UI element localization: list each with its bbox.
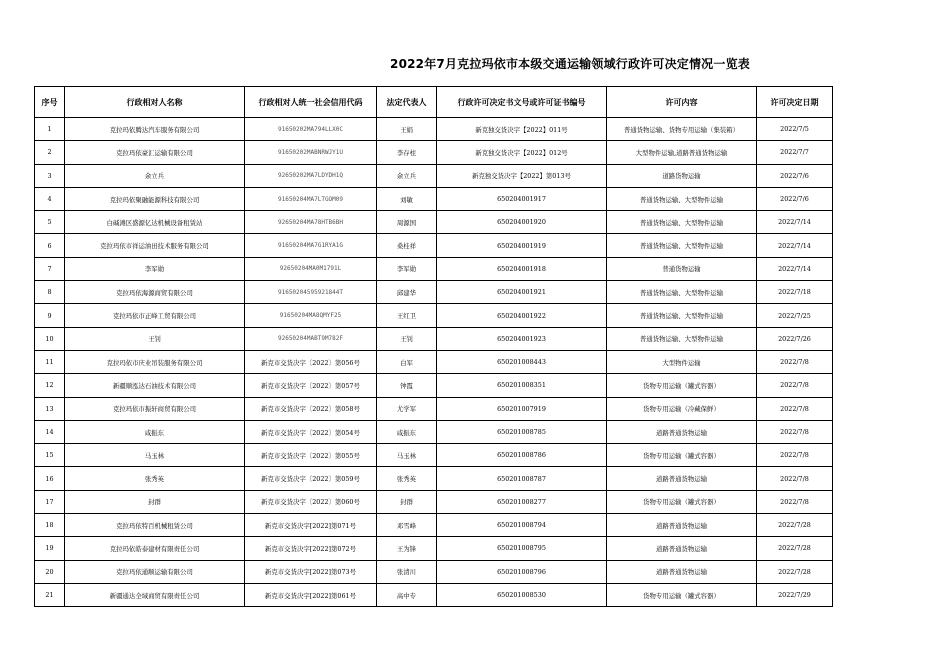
table-row <box>35 490 833 513</box>
permit-number-cell: 650204001921 <box>437 281 607 304</box>
decision-date-cell: 2022/7/5 <box>757 118 833 141</box>
credit-code-cell: 新克市交货决字〔2022〕第059号 <box>245 467 377 490</box>
table-row <box>35 304 833 327</box>
decision-date-cell: 2022/7/8 <box>757 444 833 467</box>
legal-rep-cell: 张清川 <box>377 560 437 583</box>
permit-content-cell: 普通货物运输、大型物件运输 <box>607 327 757 350</box>
permit-content-cell: 大型物件运输 <box>607 350 757 373</box>
permit-content-cell: 普通货物运输 <box>607 257 757 280</box>
permit-content-cell: 普通货物运输、大型物件运输 <box>607 304 757 327</box>
table-row <box>35 281 833 304</box>
decision-date-cell: 2022/7/26 <box>757 327 833 350</box>
index-cell: 12 <box>35 374 65 397</box>
credit-code-cell: 91650204MA8QMYF25 <box>245 304 377 327</box>
permit-number-cell: 650201008787 <box>437 467 607 490</box>
table-body <box>35 118 833 607</box>
index-cell: 21 <box>35 583 65 606</box>
party-name-cell: 克拉玛依通顺运输有限公司 <box>65 560 245 583</box>
party-name-cell: 克拉玛依市庆业吊装服务有限公司 <box>65 350 245 373</box>
permit-content-cell: 道路普通货物运输 <box>607 420 757 443</box>
permit-number-cell: 650201007919 <box>437 397 607 420</box>
party-name-cell: 克拉玛依海源商贸有限公司 <box>65 281 245 304</box>
party-name-cell: 克拉玛依聚融能源科技有限公司 <box>65 187 245 210</box>
table-row <box>35 350 833 373</box>
decision-date-cell: 2022/7/8 <box>757 350 833 373</box>
credit-code-cell: 91650204595921844T <box>245 281 377 304</box>
index-cell: 1 <box>35 118 65 141</box>
credit-code-cell: 新克市交货决字〔2022〕第054号 <box>245 420 377 443</box>
table-row <box>35 397 833 420</box>
permit-content-cell: 普通货物运输、货物专用运输（集装箱） <box>607 118 757 141</box>
decision-date-cell: 2022/7/14 <box>757 234 833 257</box>
legal-rep-cell: 李军勋 <box>377 257 437 280</box>
index-cell: 19 <box>35 537 65 560</box>
legal-rep-cell: 李存柱 <box>377 141 437 164</box>
party-name-cell: 封群 <box>65 490 245 513</box>
index-cell: 15 <box>35 444 65 467</box>
permit-number-cell: 新克独交货决字【2022】011号 <box>437 118 607 141</box>
permit-number-cell: 650201008794 <box>437 514 607 537</box>
table-row <box>35 118 833 141</box>
table-row <box>35 420 833 443</box>
index-cell: 11 <box>35 350 65 373</box>
decision-date-cell: 2022/7/14 <box>757 257 833 280</box>
permit-number-cell: 新克独交货决字【2022】012号 <box>437 141 607 164</box>
legal-rep-cell: 周源国 <box>377 211 437 234</box>
legal-rep-cell: 马玉林 <box>377 444 437 467</box>
index-cell: 17 <box>35 490 65 513</box>
party-name-cell: 克拉玛依特百机械租赁公司 <box>65 514 245 537</box>
permit-content-cell: 普通货物运输、大型物件运输 <box>607 187 757 210</box>
decision-date-cell: 2022/7/8 <box>757 397 833 420</box>
permit-content-cell: 道路普通货物运输 <box>607 537 757 560</box>
header-row <box>35 87 833 118</box>
index-cell: 13 <box>35 397 65 420</box>
table-row <box>35 164 833 187</box>
index-cell: 10 <box>35 327 65 350</box>
permit-number-cell: 650201008530 <box>437 583 607 606</box>
table-row <box>35 234 833 257</box>
index-cell: 6 <box>35 234 65 257</box>
credit-code-cell: 91650204MA7LTGOM09 <box>245 187 377 210</box>
page-title: 2022年7月克拉玛依市本级交通运输领域行政许可决定情况一览表 <box>390 57 750 71</box>
index-cell: 2 <box>35 141 65 164</box>
credit-code-cell: 92650204MA78HTB6BH <box>245 211 377 234</box>
legal-rep-cell: 咸振东 <box>377 420 437 443</box>
decision-date-cell: 2022/7/6 <box>757 187 833 210</box>
party-name-cell: 张秀英 <box>65 467 245 490</box>
decision-date-cell: 2022/7/8 <box>757 490 833 513</box>
legal-rep-cell: 钟霞 <box>377 374 437 397</box>
index-cell: 8 <box>35 281 65 304</box>
legal-rep-cell: 桑桂祥 <box>377 234 437 257</box>
credit-code-cell: 新克市交货决字[2022]第072号 <box>245 537 377 560</box>
table-row <box>35 211 833 234</box>
table-row <box>35 257 833 280</box>
permit-number-cell: 650201008785 <box>437 420 607 443</box>
index-cell: 16 <box>35 467 65 490</box>
party-name-cell: 克拉玛依皓泰建材有限责任公司 <box>65 537 245 560</box>
decision-date-cell: 2022/7/18 <box>757 281 833 304</box>
credit-code-cell: 91650202MABNRWJY1U <box>245 141 377 164</box>
legal-rep-cell: 刘敏 <box>377 187 437 210</box>
permit-content-cell: 普通货物运输、大型物件运输 <box>607 234 757 257</box>
index-cell: 3 <box>35 164 65 187</box>
table-row <box>35 141 833 164</box>
decision-date-cell: 2022/7/25 <box>757 304 833 327</box>
decision-date-cell: 2022/7/29 <box>757 583 833 606</box>
permit-number-cell: 650201008277 <box>437 490 607 513</box>
permit-content-cell: 道路普通货物运输 <box>607 514 757 537</box>
table-row <box>35 327 833 350</box>
legal-rep-cell: 王红卫 <box>377 304 437 327</box>
index-cell: 4 <box>35 187 65 210</box>
legal-rep-cell: 王娟 <box>377 118 437 141</box>
decision-date-cell: 2022/7/28 <box>757 514 833 537</box>
table-row <box>35 467 833 490</box>
credit-code-cell: 新克市交货决字〔2022〕第060号 <box>245 490 377 513</box>
party-name-cell: 克拉玛依市祥运油田技术服务有限公司 <box>65 234 245 257</box>
table-row <box>35 583 833 606</box>
table-row <box>35 374 833 397</box>
legal-rep-cell: 王钊 <box>377 327 437 350</box>
party-name-cell: 克拉玛依腾达汽车服务有限公司 <box>65 118 245 141</box>
column-header-decision-date: 许可决定日期 <box>757 87 833 118</box>
permit-number-cell: 650204001923 <box>437 327 607 350</box>
permit-number-cell: 新克独交货决字【2022】第013号 <box>437 164 607 187</box>
permit-number-cell: 650204001919 <box>437 234 607 257</box>
column-header-permit-number: 行政许可决定书文号或许可证书编号 <box>437 87 607 118</box>
permit-number-cell: 650201008795 <box>437 537 607 560</box>
decision-date-cell: 2022/7/8 <box>757 467 833 490</box>
party-name-cell: 克拉玛依市振轩商贸有限公司 <box>65 397 245 420</box>
permit-content-cell: 货物专用运输（罐式容器） <box>607 583 757 606</box>
credit-code-cell: 新克市交货决字〔2022〕第057号 <box>245 374 377 397</box>
index-cell: 18 <box>35 514 65 537</box>
party-name-cell: 马玉林 <box>65 444 245 467</box>
permit-content-cell: 货物专用运输（罐式容器） <box>607 490 757 513</box>
party-name-cell: 王钊 <box>65 327 245 350</box>
index-cell: 20 <box>35 560 65 583</box>
legal-rep-cell: 邓雪峰 <box>377 514 437 537</box>
credit-code-cell: 91650204MA7G1RYA1G <box>245 234 377 257</box>
credit-code-cell: 新克市交货决字〔2022〕第055号 <box>245 444 377 467</box>
decision-date-cell: 2022/7/28 <box>757 537 833 560</box>
credit-code-cell: 92650204MA0M1791L <box>245 257 377 280</box>
table-row <box>35 560 833 583</box>
table-row <box>35 187 833 210</box>
permit-number-cell: 650201008786 <box>437 444 607 467</box>
credit-code-cell: 新克市交货决字〔2022〕第056号 <box>245 350 377 373</box>
permit-number-cell: 650201008796 <box>437 560 607 583</box>
party-name-cell: 新疆通达全域商贸有限责任公司 <box>65 583 245 606</box>
party-name-cell: 余立兵 <box>65 164 245 187</box>
column-header-party-name: 行政相对人名称 <box>65 87 245 118</box>
permit-number-cell: 650204001922 <box>437 304 607 327</box>
party-name-cell: 克拉玛依豪汇运输有限公司 <box>65 141 245 164</box>
column-header-index: 序号 <box>35 87 65 118</box>
index-cell: 14 <box>35 420 65 443</box>
legal-rep-cell: 余立兵 <box>377 164 437 187</box>
party-name-cell: 新疆顺泓达石油技术有限公司 <box>65 374 245 397</box>
column-header-credit-code: 行政相对人统一社会信用代码 <box>245 87 377 118</box>
decision-date-cell: 2022/7/8 <box>757 420 833 443</box>
credit-code-cell: 92650204MABT9M782F <box>245 327 377 350</box>
permit-content-cell: 道路普通货物运输 <box>607 467 757 490</box>
permit-table <box>34 86 833 607</box>
party-name-cell: 克拉玛依市正峰工贸有限公司 <box>65 304 245 327</box>
credit-code-cell: 新克市交货决字[2022]第073号 <box>245 560 377 583</box>
column-header-permit-content: 许可内容 <box>607 87 757 118</box>
legal-rep-cell: 王为锋 <box>377 537 437 560</box>
legal-rep-cell: 封群 <box>377 490 437 513</box>
legal-rep-cell: 邱建华 <box>377 281 437 304</box>
legal-rep-cell: 张秀英 <box>377 467 437 490</box>
legal-rep-cell: 白军 <box>377 350 437 373</box>
table-row <box>35 537 833 560</box>
permit-number-cell: 650204001920 <box>437 211 607 234</box>
decision-date-cell: 2022/7/14 <box>757 211 833 234</box>
credit-code-cell: 新克市交货决字[2022]第061号 <box>245 583 377 606</box>
party-name-cell: 咸振东 <box>65 420 245 443</box>
index-cell: 7 <box>35 257 65 280</box>
permit-number-cell: 650204001918 <box>437 257 607 280</box>
decision-date-cell: 2022/7/8 <box>757 374 833 397</box>
permit-content-cell: 普通货物运输、大型物件运输 <box>607 281 757 304</box>
permit-content-cell: 道路普通货物运输 <box>607 560 757 583</box>
permit-content-cell: 普通货物运输、大型物件运输 <box>607 211 757 234</box>
credit-code-cell: 92650202MA7LDYDH1Q <box>245 164 377 187</box>
permit-content-cell: 货物专用运输（罐式容器） <box>607 374 757 397</box>
party-name-cell: 白碱滩区盛源亿达机械设备租赁站 <box>65 211 245 234</box>
permit-content-cell: 货物专用运输（冷藏保鲜） <box>607 397 757 420</box>
legal-rep-cell: 尤学军 <box>377 397 437 420</box>
decision-date-cell: 2022/7/6 <box>757 164 833 187</box>
credit-code-cell: 91650202MA794LLX0C <box>245 118 377 141</box>
legal-rep-cell: 高中专 <box>377 583 437 606</box>
permit-number-cell: 650201008443 <box>437 350 607 373</box>
decision-date-cell: 2022/7/28 <box>757 560 833 583</box>
permit-content-cell: 道路货物运输 <box>607 164 757 187</box>
index-cell: 5 <box>35 211 65 234</box>
credit-code-cell: 新克市交货决字[2022]第071号 <box>245 514 377 537</box>
party-name-cell: 李军勋 <box>65 257 245 280</box>
index-cell: 9 <box>35 304 65 327</box>
permit-number-cell: 650204001917 <box>437 187 607 210</box>
decision-date-cell: 2022/7/7 <box>757 141 833 164</box>
column-header-legal-rep: 法定代表人 <box>377 87 437 118</box>
permit-number-cell: 650201008351 <box>437 374 607 397</box>
table-row <box>35 444 833 467</box>
credit-code-cell: 新克市交货决字〔2022〕第058号 <box>245 397 377 420</box>
permit-content-cell: 大型物件运输,道路普通货物运输 <box>607 141 757 164</box>
table-row <box>35 514 833 537</box>
permit-content-cell: 货物专用运输（罐式容器） <box>607 444 757 467</box>
